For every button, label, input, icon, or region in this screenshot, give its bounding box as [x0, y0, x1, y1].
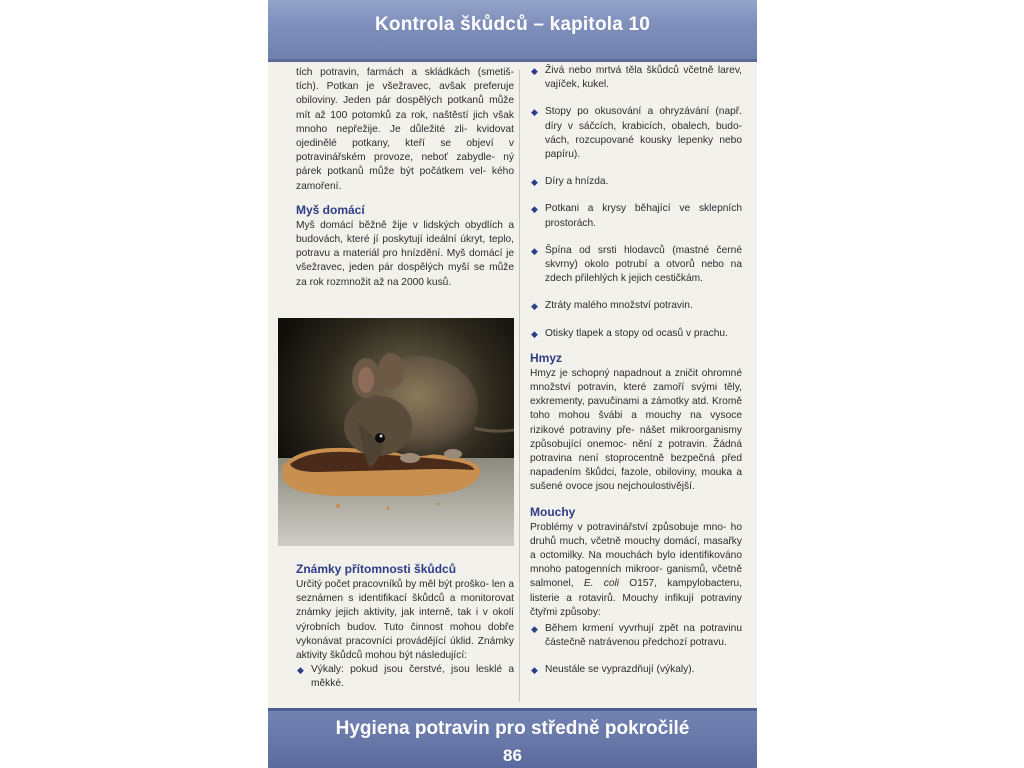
list-item: [530, 105, 742, 162]
list-item-text: Špína od srsti hlodavců (mastné černé skvrny) okolo potrubí a otvorů nebo na zdech přilehlých k jejich cestičkám.: [545, 244, 742, 285]
insects-heading: Hmyz: [530, 350, 563, 365]
list-item-text: Výkaly: pokud jsou čerstvé, jsou lesklé a měkké.: [311, 664, 514, 690]
flies-text-italic: E. coli: [583, 578, 620, 590]
flies-text-before: Problémy v potravinářství způsobuje mno- ho druhů much, včetně mouchy domácí, masařky a octomilky. Na mouchách bylo identifikováno mnoho patogenních mikroor- ganismů, včetně salmonel,: [530, 521, 742, 590]
signs-list-right: [530, 64, 742, 341]
list-item: [530, 64, 742, 92]
diamond-bullet-icon: ◆: [531, 204, 538, 215]
list-item: [530, 202, 742, 230]
list-item-text: Otisky tlapek a stopy od ocasů v prachu.: [545, 327, 728, 339]
list-item-text: Díry a hnízda.: [545, 176, 609, 188]
flies-heading: Mouchy: [530, 504, 576, 519]
left-column: [296, 66, 514, 290]
diamond-bullet-icon: ◆: [531, 301, 538, 312]
diamond-bullet-icon: ◆: [531, 664, 538, 675]
page-number: 86: [503, 746, 522, 765]
diamond-bullet-icon: ◆: [531, 245, 538, 256]
list-item: [530, 327, 742, 341]
signs-section: [296, 562, 514, 705]
signs-paragraph: Určitý počet pracovníků by měl být proško- len a seznámen s identifikací škůdců a monitorovat známky jejich aktivity, jak interně, tak i v okolí výrobních budov. Tuto činnost mohou dobře vykonávat pracovníci provádějící úklid. Známky aktivity škůdců mohou být následující:: [296, 579, 514, 662]
column-divider: [519, 70, 520, 702]
flies-paragraph: [530, 521, 742, 620]
diamond-bullet-icon: ◆: [531, 177, 538, 188]
diamond-bullet-icon: ◆: [531, 624, 538, 635]
list-item: [530, 622, 742, 650]
list-item-text: Živá nebo mrtvá těla škůdců včetně larev, vajíček, kukel.: [545, 65, 742, 91]
list-item-text: Stopy po okusování a ohryzávání (např. díry v sáčcích, krabicích, obalech, budo- vách, rozcupované kousky lepenky nebo papíru).: [545, 106, 742, 161]
list-item: [530, 175, 742, 189]
flies-list: [530, 622, 742, 677]
chapter-header: [268, 0, 757, 62]
book-footer: [268, 708, 757, 768]
list-item-text: Během krmení vyvrhují zpět na potravinu částečně natrávenou předchozí potravu.: [545, 623, 742, 649]
diamond-bullet-icon: ◆: [297, 665, 304, 676]
diamond-bullet-icon: ◆: [531, 328, 538, 339]
list-item: [530, 244, 742, 287]
list-item: [530, 299, 742, 313]
chapter-title: Kontrola škůdců – kapitola 10: [374, 14, 651, 35]
book-title: Hygiena potravin pro středně pokročilé: [335, 718, 690, 739]
list-item-text: Potkani a krysy běhající ve sklepních prostorách.: [545, 203, 742, 229]
list-item-text: Neustále se vyprazdňují (výkaly).: [545, 663, 695, 675]
house-mouse-heading: Myš domácí: [296, 202, 365, 217]
diamond-bullet-icon: ◆: [531, 107, 538, 118]
list-item: [530, 663, 742, 677]
signs-list-left: [296, 663, 514, 691]
house-mouse-paragraph: Myš domácí běžně žije v lidských obydlích a budovách, které jí poskytují ideální úkryt, teplo, potravu a materiál pro hnízdění. Myš domácí je všežravec, jeden pár dospělých myší se může za rok rozmnožit až na 2000 kusů.: [296, 219, 514, 288]
mouse-illustration: [278, 318, 514, 546]
mouse-photo: [278, 318, 514, 546]
book-page: [268, 0, 757, 768]
right-column: [530, 64, 742, 683]
diamond-bullet-icon: ◆: [531, 66, 538, 76]
intro-paragraph: tích potravin, farmách a skládkách (smetiš- tích). Potkan je všežravec, avšak preferuje obiloviny. Jeden pár dospělých potkanů může mít až 100 potomků za rok, naštěstí jich však mnoho nepřežije. Je důležité zli- kvidovat ojedinělé potkany, kteří se objeví v potravinářském provoze, neboť zabydle- ný párek potkanů může být počátkem vel- kého zamoření.: [296, 67, 514, 192]
insects-paragraph: Hmyz je schopný napadnout a zničit ohromné množství potravin, které zamoří svými těly, exkrementy, pavučinami a zámotky atd. Kromě toho mohou švábi a mouchy na vysoce rizikové potraviny pře- nášet mikroorganismy způsobující onemoc- nění z potravin. Žádná potravina není stoprocentně bezpečná před napadením škůdci, fazole, obiloviny, mouka a sušené ovoce jsou nejchoulostivější.: [530, 367, 742, 493]
list-item-text: Ztráty malého množství potravin.: [545, 300, 693, 312]
signs-heading: Známky přítomnosti škůdců: [296, 562, 457, 576]
flies-text-after: O157, kampylobacteru, listerie a rotavirů. Mouchy infikují potraviny čtyřmi způsoby:: [530, 578, 742, 618]
list-item: [296, 663, 514, 691]
